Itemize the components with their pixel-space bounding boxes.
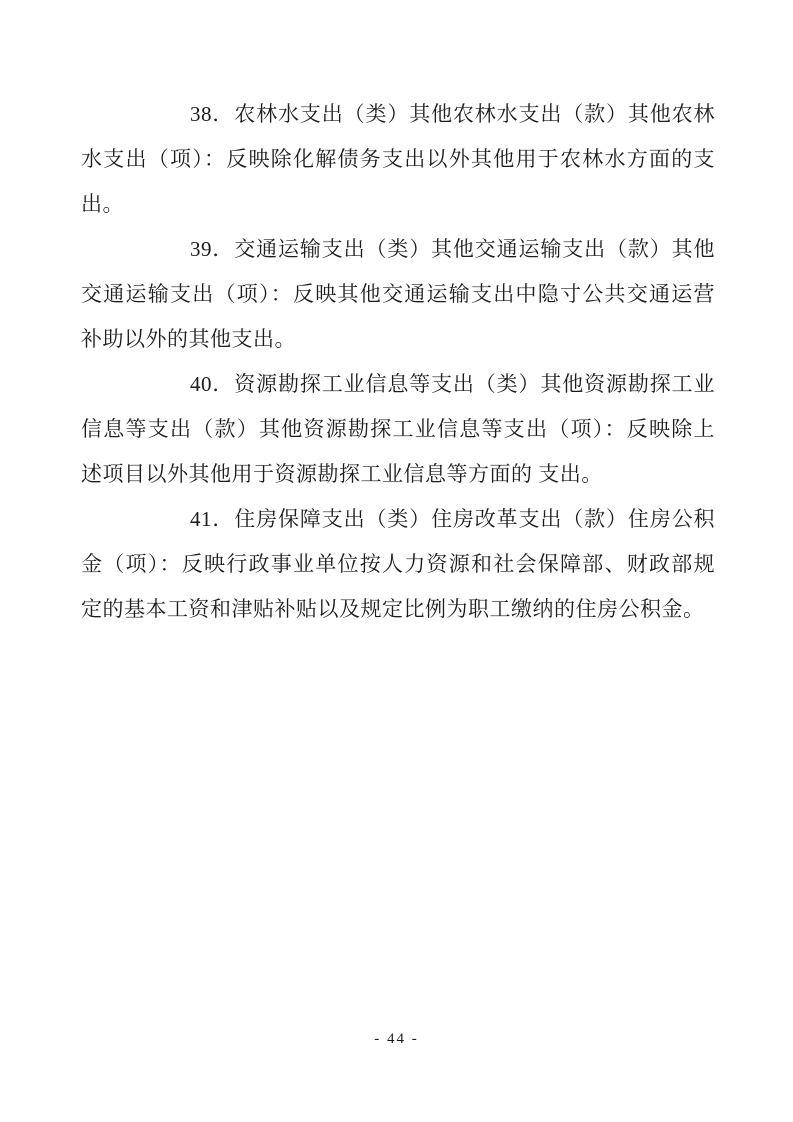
document-body xyxy=(81,92,715,632)
paragraph-item-38: 38．农林水支出（类）其他农林水支出（款）其他农林水支出（项）：反映除化解债务支出以外其他用于农林水方面的支出。 xyxy=(81,102,715,216)
paragraph-item-41: 41．住房保障支出（类）住房改革支出（款）住房公积金（项）：反映行政事业单位按人力资源和社会保障部、财政部规定的基本工资和津贴补贴以及规定比例为职工缴纳的住房公积金。 xyxy=(81,507,715,621)
paragraph-item-40: 40．资源勘探工业信息等支出（类）其他资源勘探工业信息等支出（款）其他资源勘探工业信息等支出（项）：反映除上述项目以外其他用于资源勘探工业信息等方面的 支出。 xyxy=(81,372,715,486)
paragraph-item-39: 39．交通运输支出（类）其他交通运输支出（款）其他交通运输支出（项）：反映其他交通运输支出中隐寸公共交通运营补助以外的其他支出。 xyxy=(81,237,715,351)
page-number: - 44 - xyxy=(374,1031,419,1047)
